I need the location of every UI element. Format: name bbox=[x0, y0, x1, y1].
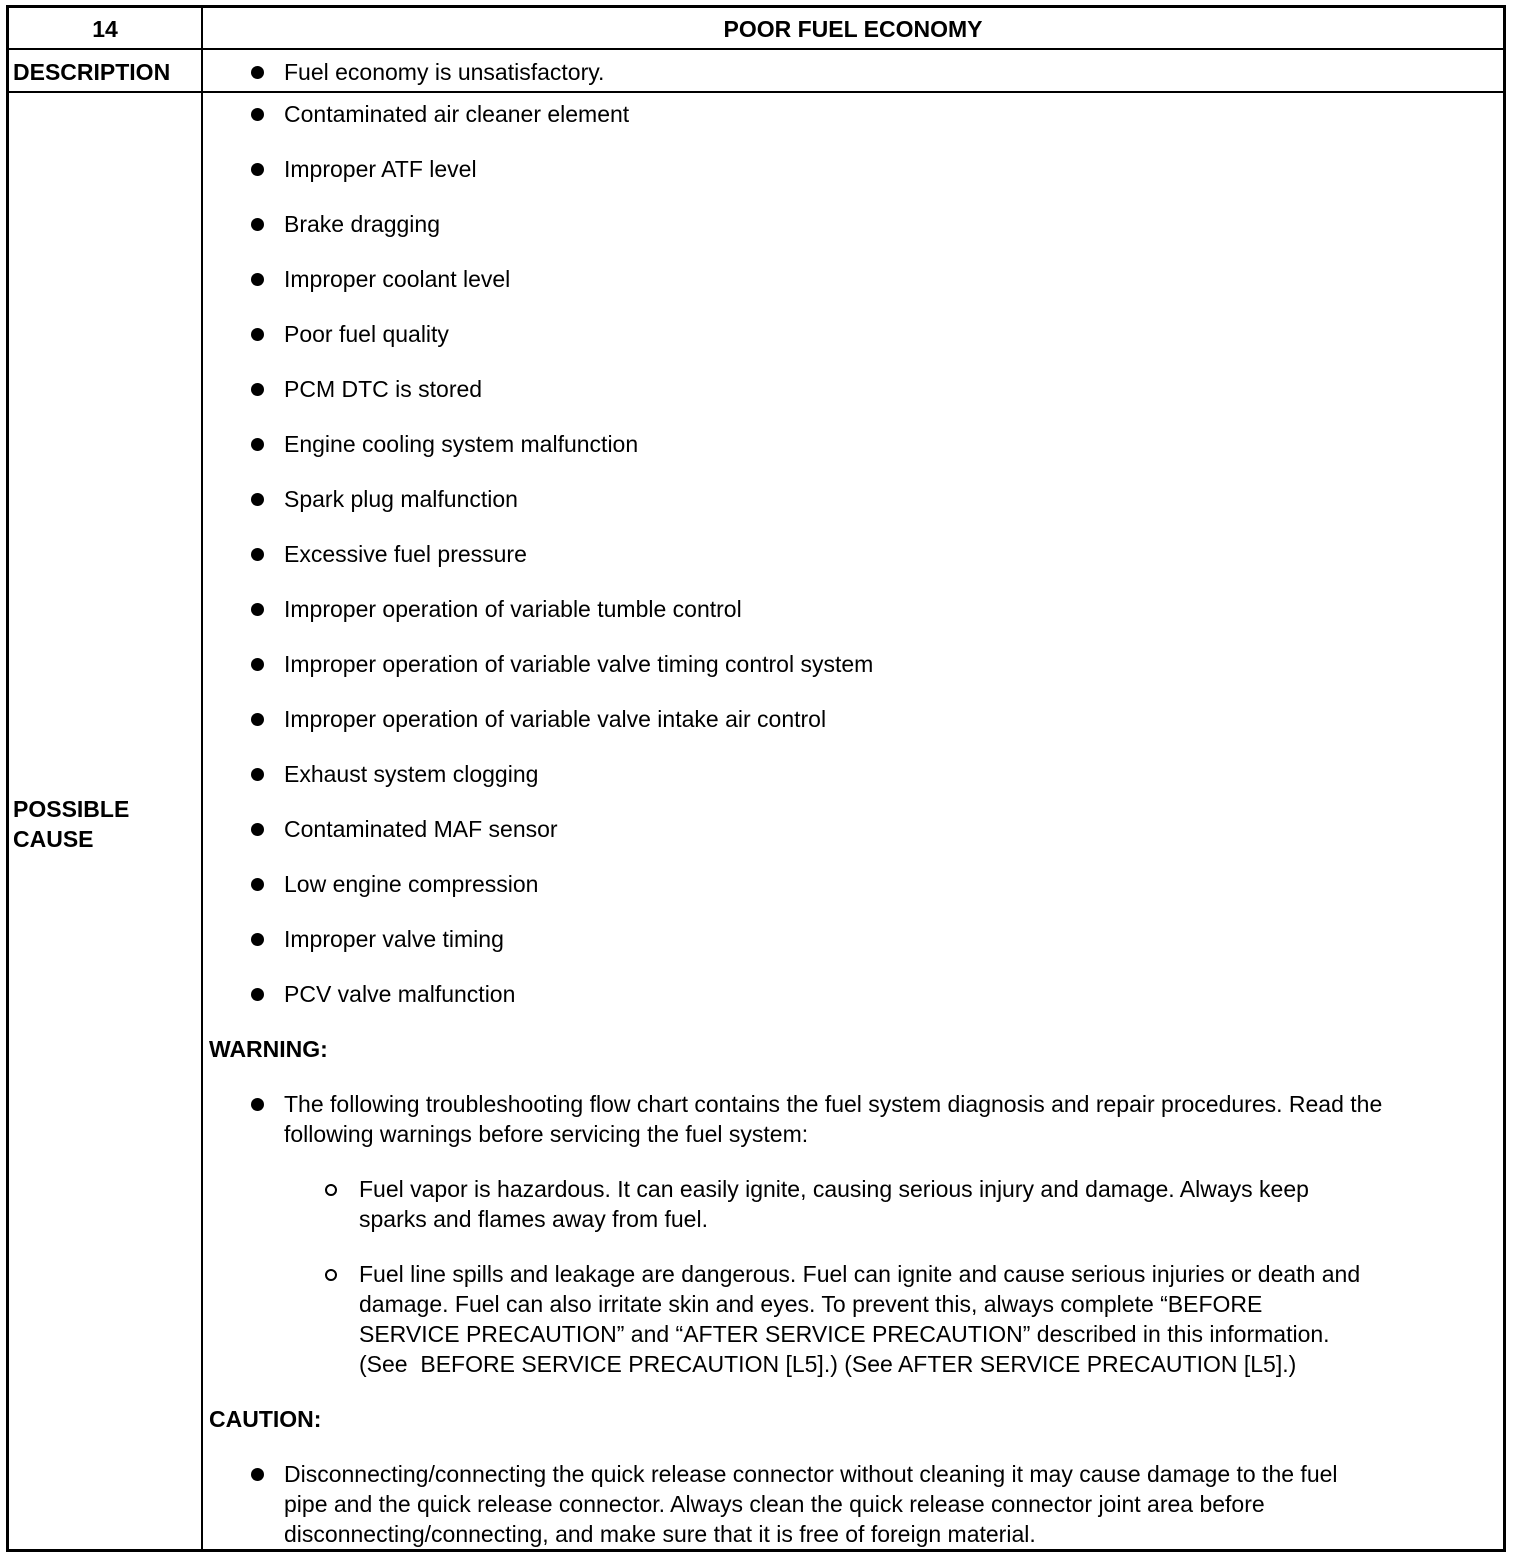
bullet-icon bbox=[251, 218, 264, 231]
bullet-icon bbox=[251, 988, 264, 1001]
bullet-icon bbox=[251, 823, 264, 836]
bullet-icon bbox=[251, 438, 264, 451]
description-label: DESCRIPTION bbox=[13, 59, 171, 85]
step-number: 14 bbox=[92, 16, 118, 42]
bullet-icon bbox=[251, 713, 264, 726]
bullet-icon bbox=[251, 548, 264, 561]
bullet-icon bbox=[251, 878, 264, 891]
bullet-icon bbox=[251, 108, 264, 121]
sub-bullet-icon bbox=[325, 1184, 337, 1196]
bullet-icon bbox=[251, 768, 264, 781]
bullet-icon bbox=[251, 163, 264, 176]
sub-bullet-icon bbox=[325, 1269, 337, 1281]
bullet-icon bbox=[251, 1098, 264, 1111]
bullet-icon bbox=[251, 66, 264, 79]
bullet-icon bbox=[251, 383, 264, 396]
bullet-icon bbox=[251, 493, 264, 506]
bullet-icon bbox=[251, 1468, 264, 1481]
possible-cause-label-line2: CAUSE bbox=[13, 826, 94, 852]
bullet-icon bbox=[251, 603, 264, 616]
warning-heading: WARNING: bbox=[209, 1036, 328, 1062]
content-column: Fuel economy is unsatisfactory. Contaminated air cleaner element Improper ATF level Brake dragging Improper coolant level Poor fuel quality PCM DTC is stored Engine cooling system malfunction Spark plug malfunction Excessive fuel pressure Improper operation of variable tumble control Improper operation of variable valve timing control system Improper operation of variable valve intake air control Exhaust system clogging Contaminated MAF sensor Low engine compression Improper valve timing PCV valve malfunction WARNING: The following troubleshooting flow chart contains the fuel system diagnosis and repair procedures. Read the following warnings before servicing the fuel system: Fuel vapor is hazardous. It can easily ignite, causing serious injury and damage. Always keep sparks and flames away from fuel. Fuel line spills and leakage are dangerous. Fuel can ignite and cause serious injuries or death and damage. Fuel can also irritate skin and eyes. To prevent this, always complete “BEFORE SERVICE PRECAUTION” and “AFTER SERVICE PRECAUTION” described in this information. (See BEFORE SERVICE PRECAUTION [L5].) (See AFTER SERVICE PRECAUTION [L5].) CAUTION: Disconnecting/connecting the quick release connector without cleaning it may cause damage to the fuel pipe and the quick release connector. Always clean the quick release connector joint area before disconnecting/connecting, and make sure that it is free of foreign material. bbox=[209, 59, 1383, 1547]
page-title: POOR FUEL ECONOMY bbox=[723, 16, 983, 42]
bullet-icon bbox=[251, 658, 264, 671]
troubleshooting-table bbox=[6, 5, 1506, 1552]
caution-heading: CAUTION: bbox=[209, 1406, 322, 1432]
possible-cause-label-line1: POSSIBLE bbox=[13, 796, 130, 822]
bullet-icon bbox=[251, 273, 264, 286]
bullet-icon bbox=[251, 328, 264, 341]
bullet-icon bbox=[251, 933, 264, 946]
possible-cause-label bbox=[13, 794, 199, 854]
